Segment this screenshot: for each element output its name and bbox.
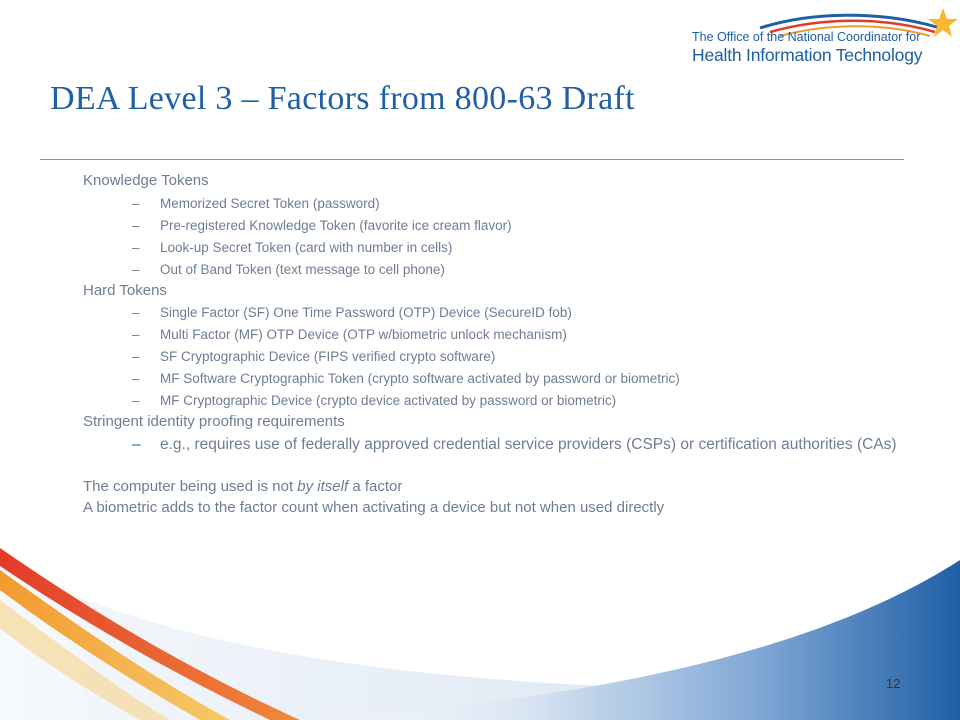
dash: – — [132, 393, 140, 408]
computer-prefix: The computer being used is not — [83, 478, 298, 495]
computer-emphasis: by itself — [297, 478, 349, 495]
dash: – — [132, 305, 140, 320]
bullet-computer-not-factor — [83, 478, 402, 495]
dash: – — [132, 196, 140, 211]
dash: – — [132, 240, 140, 255]
sub-bullet-text: Single Factor (SF) One Time Password (OTP) Device (SecureID fob) — [160, 305, 572, 320]
bullet-knowledge-tokens: Knowledge Tokens — [83, 172, 209, 189]
bullet-biometric: A biometric adds to the factor count when activating a device but not when used directly — [83, 499, 665, 516]
bullet-stringent-proofing: Stringent identity proofing requirements — [83, 413, 345, 430]
sub-bullet-text: Look-up Secret Token (card with number in cells) — [160, 240, 453, 255]
slide-title: DEA Level 3 – Factors from 800-63 Draft — [50, 80, 635, 117]
computer-suffix: a factor — [348, 478, 403, 495]
sub-bullet-text: Pre-registered Knowledge Token (favorite ice cream flavor) — [160, 218, 512, 233]
dash: – — [132, 262, 140, 277]
logo-line1: The Office of the National Coordinator for — [692, 30, 921, 44]
sub-bullet-text: e.g., requires use of federally approved credential service providers (CSPs) or certification authorities (CAs) — [160, 436, 897, 453]
title-divider — [40, 159, 904, 160]
sub-bullet-text: SF Cryptographic Device (FIPS verified crypto software) — [160, 349, 496, 364]
sub-bullet-text: Memorized Secret Token (password) — [160, 196, 380, 211]
dash: – — [132, 371, 140, 386]
onc-logo — [690, 8, 960, 74]
sub-bullet-text: Out of Band Token (text message to cell phone) — [160, 262, 445, 277]
dash: – — [132, 218, 140, 233]
bullet-hard-tokens: Hard Tokens — [83, 282, 167, 299]
logo-line2: Health Information Technology — [692, 45, 923, 65]
sub-bullet-text: Multi Factor (MF) OTP Device (OTP w/biometric unlock mechanism) — [160, 327, 567, 342]
page-number: 12 — [886, 676, 901, 691]
dash: – — [132, 327, 140, 342]
sub-bullet-text: MF Cryptographic Device (crypto device activated by password or biometric) — [160, 393, 617, 408]
dash: – — [132, 436, 141, 453]
sub-bullet-text: MF Software Cryptographic Token (crypto software activated by password or biometric) — [160, 371, 680, 386]
dash: – — [132, 349, 140, 364]
